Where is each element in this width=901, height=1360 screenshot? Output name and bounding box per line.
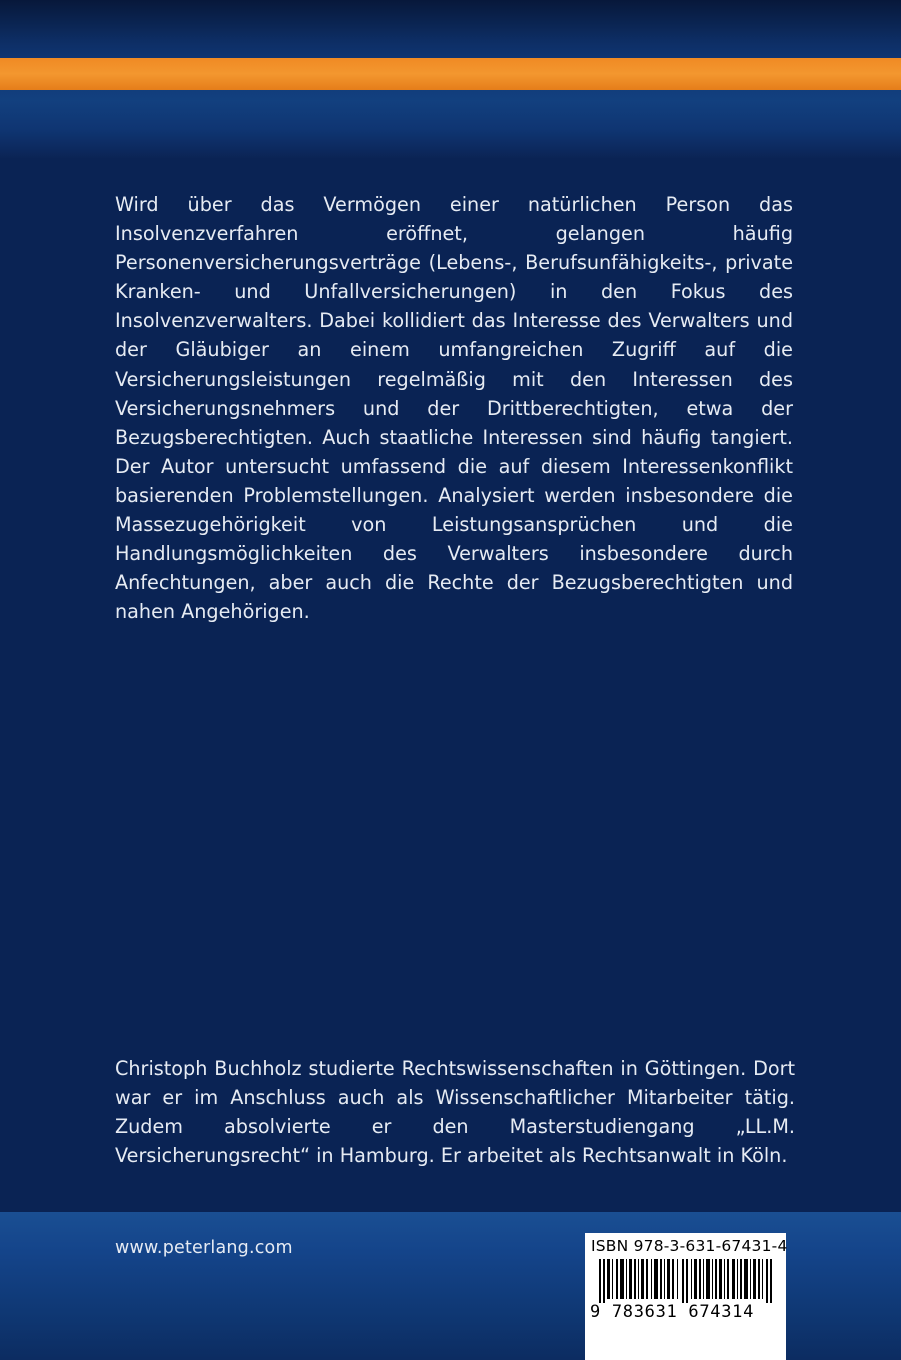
author-bio: Christoph Buchholz studierte Rechtswissenschaften in Göttingen. Dort war er im Anschluss auch als Wissenschaftlicher Mitarbeiter tätig. Zudem absolvierte er den Masterstudiengang „LL.M. Versicherungsrecht“ in Hamburg. Er arbeitet als Rechtsanwalt in Köln.: [115, 1057, 795, 1168]
publisher-website[interactable]: www.peterlang.com: [115, 1238, 293, 1258]
barcode-digits: 9 783631 674314: [590, 1302, 755, 1322]
barcode-icon: [593, 1259, 779, 1303]
book-blurb: Wird über das Vermögen einer natürlichen Person das Insolvenzverfahren eröffnet, gelangen häufig Personenversicherungsverträge (Lebens-, Berufsunfähigkeits-, private Kranken- und Unfallversicherungen) in den Fokus des Insolvenzverwalters. Dabei kollidiert das Interesse des Verwalters und der Gläubiger an einem umfangreichen Zugriff auf die Versicherungsleistungen regelmäßig mit den Interessen des Versicherungsnehmers und der Drittberechtigten, etwa der Bezugsberechtigten. Auch staatliche Interessen sind häufig tangiert. Der Autor untersucht umfassend die auf diesem Interessenkonflikt basierenden Problemstellungen. Analysiert werden insbesondere die Massezugehörigkeit von Leistungsansprüchen und die Handlungsmöglichkeiten des Verwalters insbesondere durch Anfechtungen, aber auch die Rechte der Bezugsberechtigten und nahen Angehörigen.: [115, 193, 793, 624]
isbn-label: ISBN 978-3-631-67431-4: [591, 1237, 788, 1255]
orange-accent-stripe: [0, 58, 901, 90]
barcode-box: [585, 1233, 786, 1360]
